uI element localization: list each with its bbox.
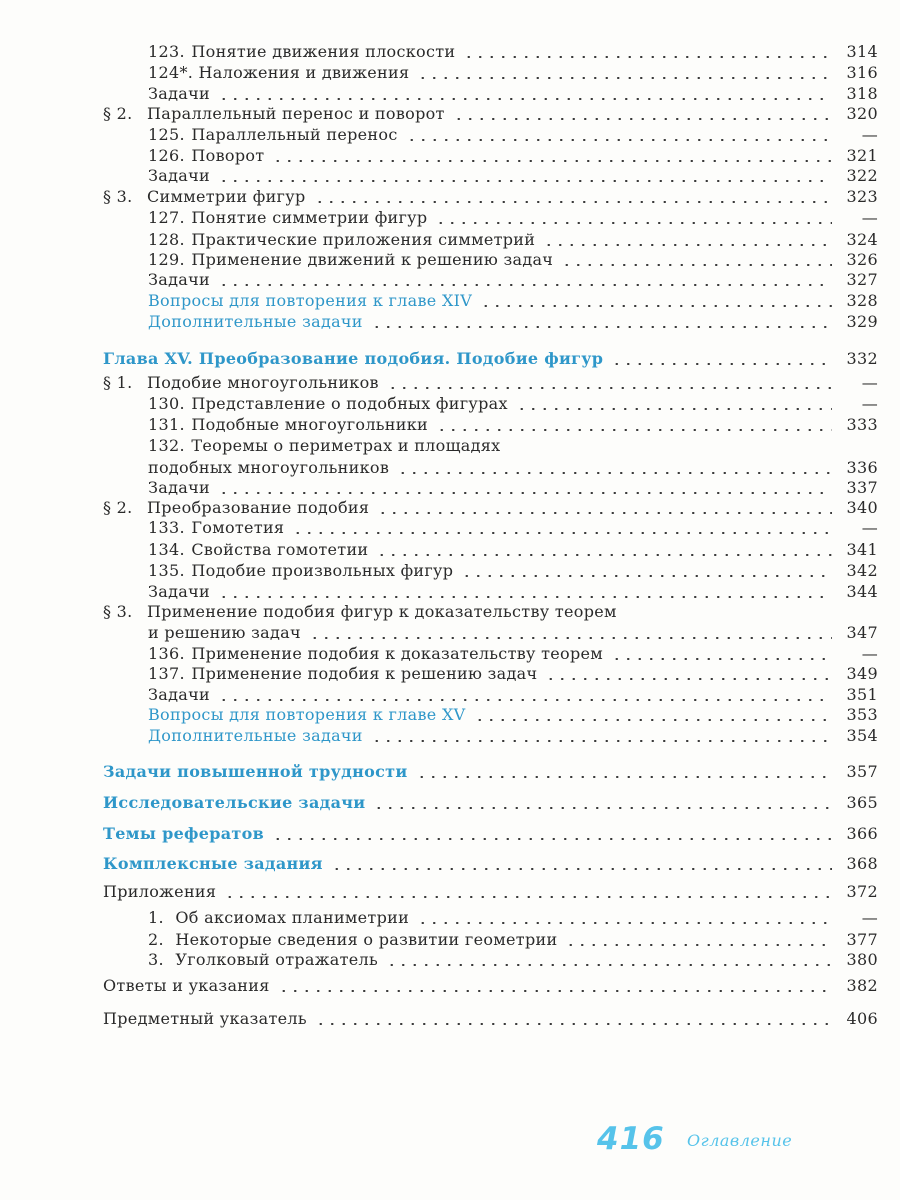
entry-page-number: 357: [846, 762, 878, 781]
entry-page-number: —: [861, 518, 878, 537]
toc-entry-127[interactable]: [148, 206, 878, 228]
running-footer-title: Оглавление: [687, 1131, 793, 1150]
dot-leader: [463, 56, 832, 58]
entry-title: Понятие движения плоскости: [191, 42, 456, 61]
entry-page-number: —: [861, 125, 878, 144]
dot-leader: [565, 944, 832, 946]
entry-title: Задачи: [148, 84, 210, 103]
section-number: § 3.: [103, 602, 133, 621]
dot-leader: [461, 575, 832, 577]
entry-title: Свойства гомотетии: [191, 540, 369, 559]
entry-page-number: 377: [846, 930, 878, 949]
entry-page-number: 316: [846, 63, 878, 82]
entry-title: Комплексные задания: [103, 854, 323, 873]
dot-leader: [218, 284, 832, 286]
dot-leader: [314, 201, 833, 203]
toc-answers[interactable]: [103, 974, 878, 996]
entry-page-number: 320: [846, 104, 878, 123]
entry-page-number: 341: [846, 540, 878, 559]
entry-title: Теоремы о периметрах и площадях: [191, 436, 501, 455]
toc-complex-tasks[interactable]: [103, 852, 878, 874]
toc-essay-topics[interactable]: [103, 822, 878, 844]
toc-entry-review-questions[interactable]: [148, 703, 878, 725]
entry-page-number: 344: [846, 582, 878, 601]
dot-leader: [218, 699, 832, 701]
entry-page-number: —: [861, 644, 878, 663]
entry-page-number: —: [861, 394, 878, 413]
toc-entry-problems[interactable]: [148, 164, 878, 186]
dot-leader: [278, 990, 832, 992]
entry-title: Задачи: [148, 166, 210, 185]
entry-title: Дополнительные задачи: [148, 312, 363, 331]
entry-page-number: 332: [846, 349, 878, 368]
dot-leader: [292, 532, 832, 534]
toc-entry-128[interactable]: [148, 228, 878, 250]
dot-leader: [435, 222, 832, 224]
entry-title: Вопросы для повторения к главе XV: [148, 705, 466, 724]
toc-entry-problems[interactable]: [148, 580, 878, 602]
dot-leader: [272, 160, 832, 162]
entry-title: Гомотетия: [191, 518, 285, 537]
entry-number: 132.: [148, 436, 185, 455]
toc-appendix-3[interactable]: [148, 948, 878, 970]
entry-page-number: 327: [846, 270, 878, 289]
toc-section-1[interactable]: [103, 371, 878, 393]
toc-entry-125[interactable]: [148, 123, 878, 145]
entry-page-number: —: [861, 908, 878, 927]
entry-page-number: 329: [846, 312, 878, 331]
entry-number: 131.: [148, 415, 185, 434]
dot-leader: [315, 1023, 832, 1025]
entry-title: Преобразование подобия: [147, 498, 370, 517]
dot-leader: [416, 776, 832, 778]
dot-leader: [474, 719, 833, 721]
entry-title: Подобие произвольных фигур: [191, 561, 454, 580]
dot-leader: [543, 244, 832, 246]
page-number: 416: [597, 1121, 665, 1157]
entry-page-number: 328: [846, 291, 878, 310]
entry-title: Наложения и движения: [198, 63, 410, 82]
entry-page-number: 323: [846, 187, 878, 206]
toc-appendix-2[interactable]: [148, 928, 878, 950]
toc-entry-124[interactable]: [148, 61, 878, 83]
entry-number: 126.: [148, 146, 185, 165]
toc-section-3-cont[interactable]: [148, 621, 878, 643]
toc-entry-136[interactable]: [148, 642, 878, 664]
dot-leader: [417, 77, 832, 79]
entry-page-number: 336: [846, 458, 878, 477]
dot-leader: [436, 429, 832, 431]
toc-appendices[interactable]: [103, 880, 878, 902]
entry-number: 2.: [148, 930, 164, 949]
dot-leader: [376, 554, 832, 556]
dot-leader: [272, 838, 832, 840]
entry-number: 123.: [148, 42, 185, 61]
dot-leader: [218, 180, 832, 182]
entry-number: 135.: [148, 561, 185, 580]
dot-leader: [397, 472, 832, 474]
entry-page-number: —: [861, 208, 878, 227]
dot-leader: [417, 922, 832, 924]
toc-entry-132-cont[interactable]: [148, 456, 878, 478]
entry-page-number: 368: [846, 854, 878, 873]
entry-title: Симметрии фигур: [147, 187, 306, 206]
toc-entry-extra-problems[interactable]: [148, 310, 878, 332]
dot-leader: [373, 807, 832, 809]
entry-page-number: 349: [846, 664, 878, 683]
entry-title: Некоторые сведения о развитии геометрии: [175, 930, 558, 949]
entry-page-number: 353: [846, 705, 878, 724]
toc-entry-review-questions[interactable]: [148, 289, 878, 311]
dot-leader: [480, 305, 832, 307]
entry-page-number: 318: [846, 84, 878, 103]
entry-title: и решению задач: [148, 623, 301, 642]
entry-title: Исследовательские задачи: [103, 793, 366, 812]
entry-title: Предметный указатель: [103, 1009, 307, 1028]
entry-page-number: 337: [846, 478, 878, 497]
dot-leader: [224, 896, 832, 898]
entry-number: 3.: [148, 950, 164, 969]
section-number: § 2.: [103, 104, 133, 123]
dot-leader: [453, 118, 832, 120]
entry-number: 134.: [148, 540, 185, 559]
section-number: § 1.: [103, 373, 133, 392]
toc-chapter-xv[interactable]: [103, 347, 878, 369]
entry-number: 137.: [148, 664, 185, 683]
dot-leader: [611, 363, 832, 365]
entry-title: Подобие многоугольников: [147, 373, 379, 392]
entry-title: Применение подобия к доказательству теорем: [191, 644, 604, 663]
section-number: § 2.: [103, 498, 133, 517]
entry-page-number: 321: [846, 146, 878, 165]
dot-leader: [387, 387, 832, 389]
dot-leader: [218, 492, 832, 494]
entry-title: Об аксиомах планиметрии: [175, 908, 410, 927]
toc-advanced-problems[interactable]: [103, 760, 878, 782]
entry-title: Практические приложения симметрий: [191, 230, 536, 249]
entry-title: Представление о подобных фигурах: [191, 394, 508, 413]
entry-number: 124*.: [148, 63, 194, 82]
toc-entry-133[interactable]: [148, 516, 878, 538]
dot-leader: [406, 139, 832, 141]
dot-leader: [371, 326, 832, 328]
toc-entry-problems[interactable]: [148, 268, 878, 290]
toc-section-3[interactable]: [103, 185, 878, 207]
entry-page-number: 380: [846, 950, 878, 969]
entry-title: Темы рефератов: [103, 824, 265, 843]
entry-page-number: 354: [846, 726, 878, 745]
entry-title: Задачи: [148, 582, 210, 601]
dot-leader: [611, 658, 832, 660]
toc-entry-problems[interactable]: [148, 683, 878, 705]
entry-page-number: 372: [846, 882, 878, 901]
section-number: § 3.: [103, 187, 133, 206]
entry-title: Ответы и указания: [103, 976, 270, 995]
dot-leader: [218, 98, 832, 100]
entry-title: Дополнительные задачи: [148, 726, 363, 745]
entry-title: подобных многоугольников: [148, 458, 390, 477]
toc-section-3[interactable]: [103, 600, 878, 622]
entry-number: 128.: [148, 230, 185, 249]
dot-leader: [309, 637, 832, 639]
dot-leader: [377, 512, 832, 514]
entry-page-number: 326: [846, 250, 878, 269]
toc-entry-132[interactable]: [148, 434, 878, 456]
entry-title: Применение движений к решению задач: [191, 250, 554, 269]
entry-title: Вопросы для повторения к главе XIV: [148, 291, 473, 310]
toc-section-2[interactable]: [103, 496, 878, 518]
entry-page-number: 342: [846, 561, 878, 580]
entry-number: 129.: [148, 250, 185, 269]
toc-appendix-1[interactable]: [148, 906, 878, 928]
entry-page-number: —: [861, 373, 878, 392]
entry-title: Применение подобия к решению задач: [191, 664, 538, 683]
entry-page-number: 366: [846, 824, 878, 843]
toc-section-2[interactable]: [103, 102, 878, 124]
entry-number: 125.: [148, 125, 185, 144]
entry-title: Понятие симметрии фигур: [191, 208, 428, 227]
entry-number: 130.: [148, 394, 185, 413]
entry-number: 1.: [148, 908, 164, 927]
dot-leader: [331, 868, 832, 870]
entry-title: Параллельный перенос: [191, 125, 398, 144]
entry-title: Задачи: [148, 685, 210, 704]
toc-subject-index[interactable]: [103, 1007, 878, 1029]
toc-entry-131[interactable]: [148, 413, 878, 435]
toc-entry-123[interactable]: [148, 40, 878, 62]
entry-title: Поворот: [191, 146, 265, 165]
toc-entry-problems[interactable]: [148, 476, 878, 498]
entry-title: Параллельный перенос и поворот: [147, 104, 445, 123]
dot-leader: [386, 964, 832, 966]
dot-leader: [218, 596, 832, 598]
entry-page-number: 351: [846, 685, 878, 704]
entry-page-number: 333: [846, 415, 878, 434]
entry-number: 136.: [148, 644, 185, 663]
entry-page-number: 314: [846, 42, 878, 61]
toc-entry-126[interactable]: [148, 144, 878, 166]
dot-leader: [561, 264, 832, 266]
toc-entry-extra-problems[interactable]: [148, 724, 878, 746]
toc-research-problems[interactable]: [103, 791, 878, 813]
toc-entry-135[interactable]: [148, 559, 878, 581]
toc-entry-130[interactable]: [148, 392, 878, 414]
entry-page-number: 382: [846, 976, 878, 995]
toc-entry-134[interactable]: [148, 538, 878, 560]
entry-title: Применение подобия фигур к доказательству теорем: [147, 602, 617, 621]
toc-entry-problems[interactable]: [148, 82, 878, 104]
entry-title: Задачи: [148, 478, 210, 497]
entry-title: Уголковый отражатель: [175, 950, 378, 969]
entry-title: Приложения: [103, 882, 217, 901]
dot-leader: [516, 408, 832, 410]
entry-title: Задачи повышенной трудности: [103, 762, 408, 781]
entry-title: Подобные многоугольники: [191, 415, 429, 434]
entry-page-number: 347: [846, 623, 878, 642]
entry-page-number: 340: [846, 498, 878, 517]
dot-leader: [371, 740, 832, 742]
entry-page-number: 322: [846, 166, 878, 185]
entry-number: 127.: [148, 208, 185, 227]
entry-number: 133.: [148, 518, 185, 537]
toc-entry-137[interactable]: [148, 662, 878, 684]
entry-title: Задачи: [148, 270, 210, 289]
entry-page-number: 365: [846, 793, 878, 812]
entry-page-number: 324: [846, 230, 878, 249]
toc-entry-129[interactable]: [148, 248, 878, 270]
entry-page-number: 406: [846, 1009, 878, 1028]
chapter-title: Глава XV. Преобразование подобия. Подобие фигур: [103, 349, 604, 368]
dot-leader: [545, 678, 832, 680]
